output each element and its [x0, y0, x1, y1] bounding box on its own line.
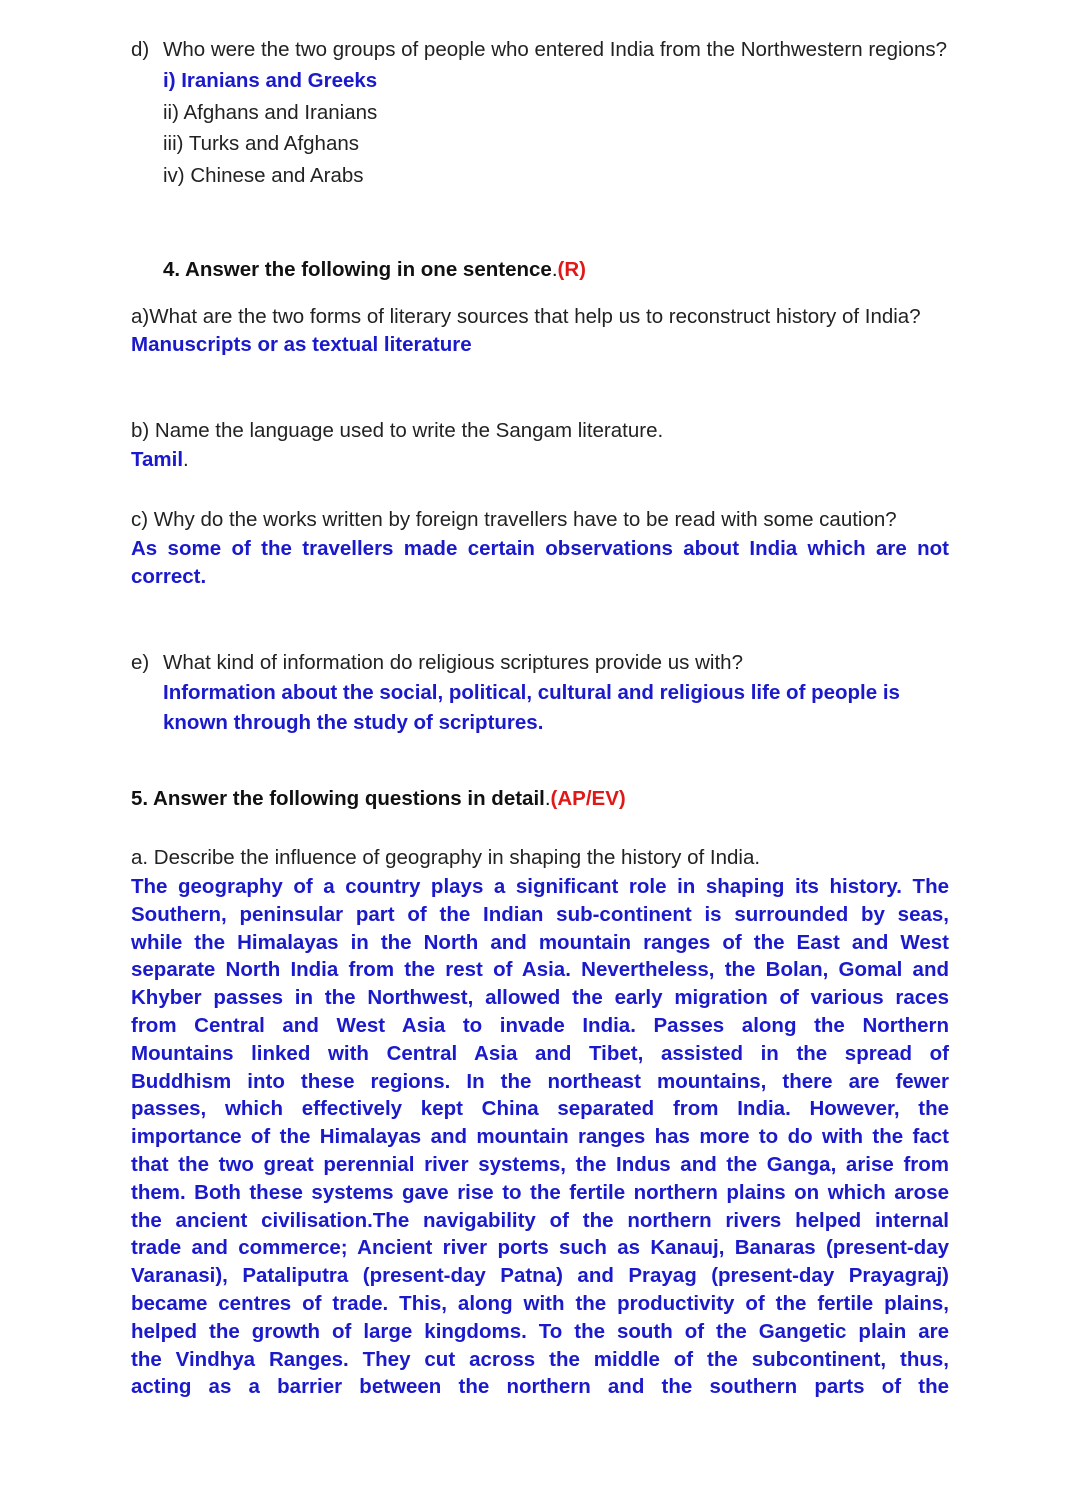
question-text: a. Describe the influence of geography in shaping the history of India.	[131, 846, 761, 869]
question-text: c) Why do the works written by foreign travellers have to be read with some caution?	[131, 508, 897, 531]
question-4e	[131, 648, 949, 738]
question-label: d)	[131, 38, 150, 61]
answer-line: Mountains linked with Central Asia and Tibet, assisted in the spread of	[131, 1041, 949, 1065]
answer-text: As some of the travellers made certain observations about India which are not correct.	[131, 537, 949, 588]
option-1-correct: i) Iranians and Greeks	[163, 69, 378, 92]
option-2: ii) Afghans and Iranians	[163, 100, 378, 124]
answer-line: Khyber passes in the Northwest, allowed the early migration of various races	[131, 986, 949, 1010]
answer-line: became centres of trade. This, along with the productivity of the fertile plains,	[131, 1291, 949, 1315]
question-text: Who were the two groups of people who entered India from the Northwestern regions?	[163, 38, 947, 61]
question-text: b) Name the language used to write the Sangam literature.	[131, 419, 664, 442]
level-tag: (R)	[557, 258, 586, 281]
answer-line: separate North India from the rest of Asia. Nevertheless, the Bolan, Gomal and	[131, 958, 949, 982]
level-tag: (AP/EV)	[550, 787, 626, 810]
answer-line: trade and commerce; Ancient river ports such as Kanauj, Banaras (present-day	[131, 1236, 949, 1260]
answer-line: The geography of a country plays a significant role in shaping its history. The	[131, 875, 949, 898]
answer-text: Information about the social, political, cultural and religious life of people is known through the study of scriptures.	[163, 681, 900, 734]
heading-dot: .	[551, 258, 558, 281]
answer-line: passes, which effectively kept China separated from India. However, the	[131, 1097, 949, 1121]
answer-paragraph	[131, 873, 949, 1401]
answer-line: from Central and West Asia to invade India. Passes along the Northern	[131, 1013, 949, 1037]
answer-line: the Vindhya Ranges. They cut across the middle of the subcontinent, thus,	[131, 1347, 949, 1371]
question-3d	[131, 35, 949, 191]
section-title: 4. Answer the following in one sentence	[163, 258, 552, 281]
answer-line: importance of the Himalayas and mountain ranges has more to do with the fact	[131, 1125, 949, 1149]
question-label: e)	[131, 651, 150, 674]
question-4a	[131, 302, 949, 359]
answer-line: helped the growth of large kingdoms. To the south of the Gangetic plain are	[131, 1319, 949, 1343]
answer-line: Buddhism into these regions. In the northeast mountains, there are fewer	[131, 1069, 949, 1093]
answer-line: Southern, peninsular part of the Indian sub-continent is surrounded by seas,	[131, 902, 949, 926]
section-title: 5. Answer the following questions in detail	[131, 787, 545, 810]
question-text: a)What are the two forms of literary sources that help us to reconstruct history of India?	[131, 305, 921, 328]
answer-line: acting as a barrier between the northern and the southern parts of the	[131, 1375, 949, 1399]
section-5-heading	[131, 784, 949, 814]
answer-line: Varanasi), Pataliputra (present-day Patna) and Prayag (present-day Prayagraj)	[131, 1264, 949, 1288]
heading-dot: .	[544, 787, 551, 810]
answer-suffix: .	[183, 448, 189, 471]
question-3d-text	[131, 35, 949, 65]
question-text: What kind of information do religious scriptures provide us with?	[163, 651, 743, 674]
answer-line: that the two great perennial river systems, the Indus and the Ganga, arise from	[131, 1152, 949, 1176]
question-4b	[131, 416, 949, 474]
answer-line: the ancient civilisation.The navigability of the northern rivers helped internal	[131, 1208, 949, 1232]
option-4: iv) Chinese and Arabs	[163, 163, 364, 187]
section-4-heading	[163, 255, 949, 285]
question-4c	[131, 505, 949, 591]
answer-text: Manuscripts or as textual literature	[131, 333, 472, 356]
answer-text: Tamil	[131, 448, 184, 471]
answer-line: them. Both these systems gave rise to the fertile northern plains on which arose	[131, 1180, 949, 1204]
answer-line: while the Himalayas in the North and mountain ranges of the East and West	[131, 930, 949, 954]
question-5a	[131, 843, 949, 1401]
option-list	[131, 65, 949, 191]
option-3: iii) Turks and Afghans	[163, 132, 359, 155]
